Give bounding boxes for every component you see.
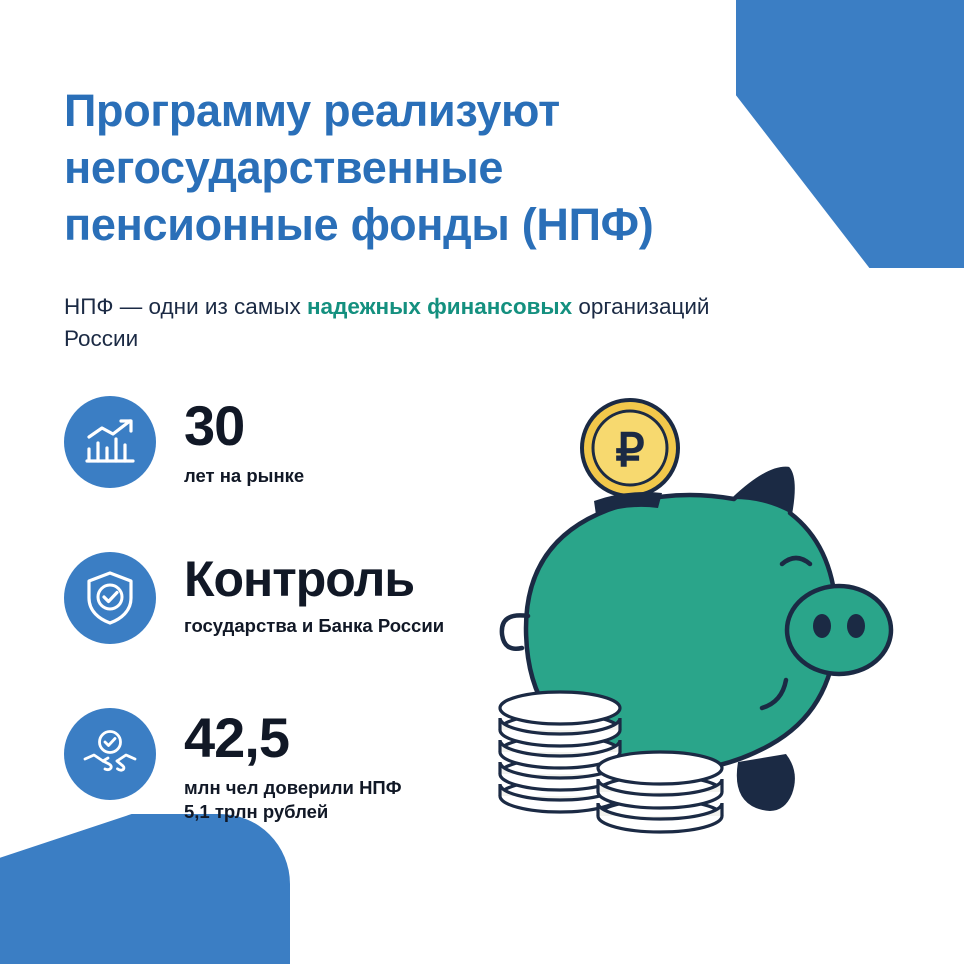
stat-text-control — [184, 552, 444, 638]
subtitle-part-1: НПФ — одни из самых — [64, 293, 307, 319]
growth-chart-icon — [64, 396, 156, 488]
decorative-corner-bottom-left — [0, 814, 290, 964]
subtitle-part-2: организаций России — [64, 293, 710, 352]
stat-text-trust — [184, 708, 402, 824]
stats-list — [64, 396, 534, 824]
ruble-coin-top — [582, 400, 678, 496]
subtitle — [64, 291, 744, 356]
stat-item-trust — [64, 708, 534, 824]
stat-item-years — [64, 396, 534, 488]
page-title: Программу реализуют негосударственные пенсионные фонды (НПФ) — [64, 85, 654, 251]
stat-caption-trust-line2: 5,1 трлн рублей — [184, 801, 329, 823]
stat-value-control: Контроль — [184, 551, 415, 608]
stat-caption-control: государства и Банка России — [184, 615, 445, 637]
coin-stack-right — [598, 752, 722, 832]
stat-item-control — [64, 552, 534, 644]
piggy-bank-illustration — [482, 378, 938, 878]
shield-check-icon — [64, 552, 156, 644]
svg-text:₽: ₽ — [615, 424, 645, 476]
stat-caption-trust-line1: млн чел доверили НПФ — [184, 777, 402, 799]
decorative-corner-top-right — [736, 0, 964, 268]
stat-caption-years: лет на рынке — [184, 465, 305, 486]
stat-value-trust: 42,5 — [184, 706, 289, 770]
stat-caption-trust — [184, 776, 402, 824]
subtitle-highlight: надежных финансовых — [306, 293, 573, 319]
handshake-icon — [64, 708, 156, 800]
stat-value-years: 30 — [184, 394, 245, 457]
stat-text-years — [184, 396, 304, 488]
